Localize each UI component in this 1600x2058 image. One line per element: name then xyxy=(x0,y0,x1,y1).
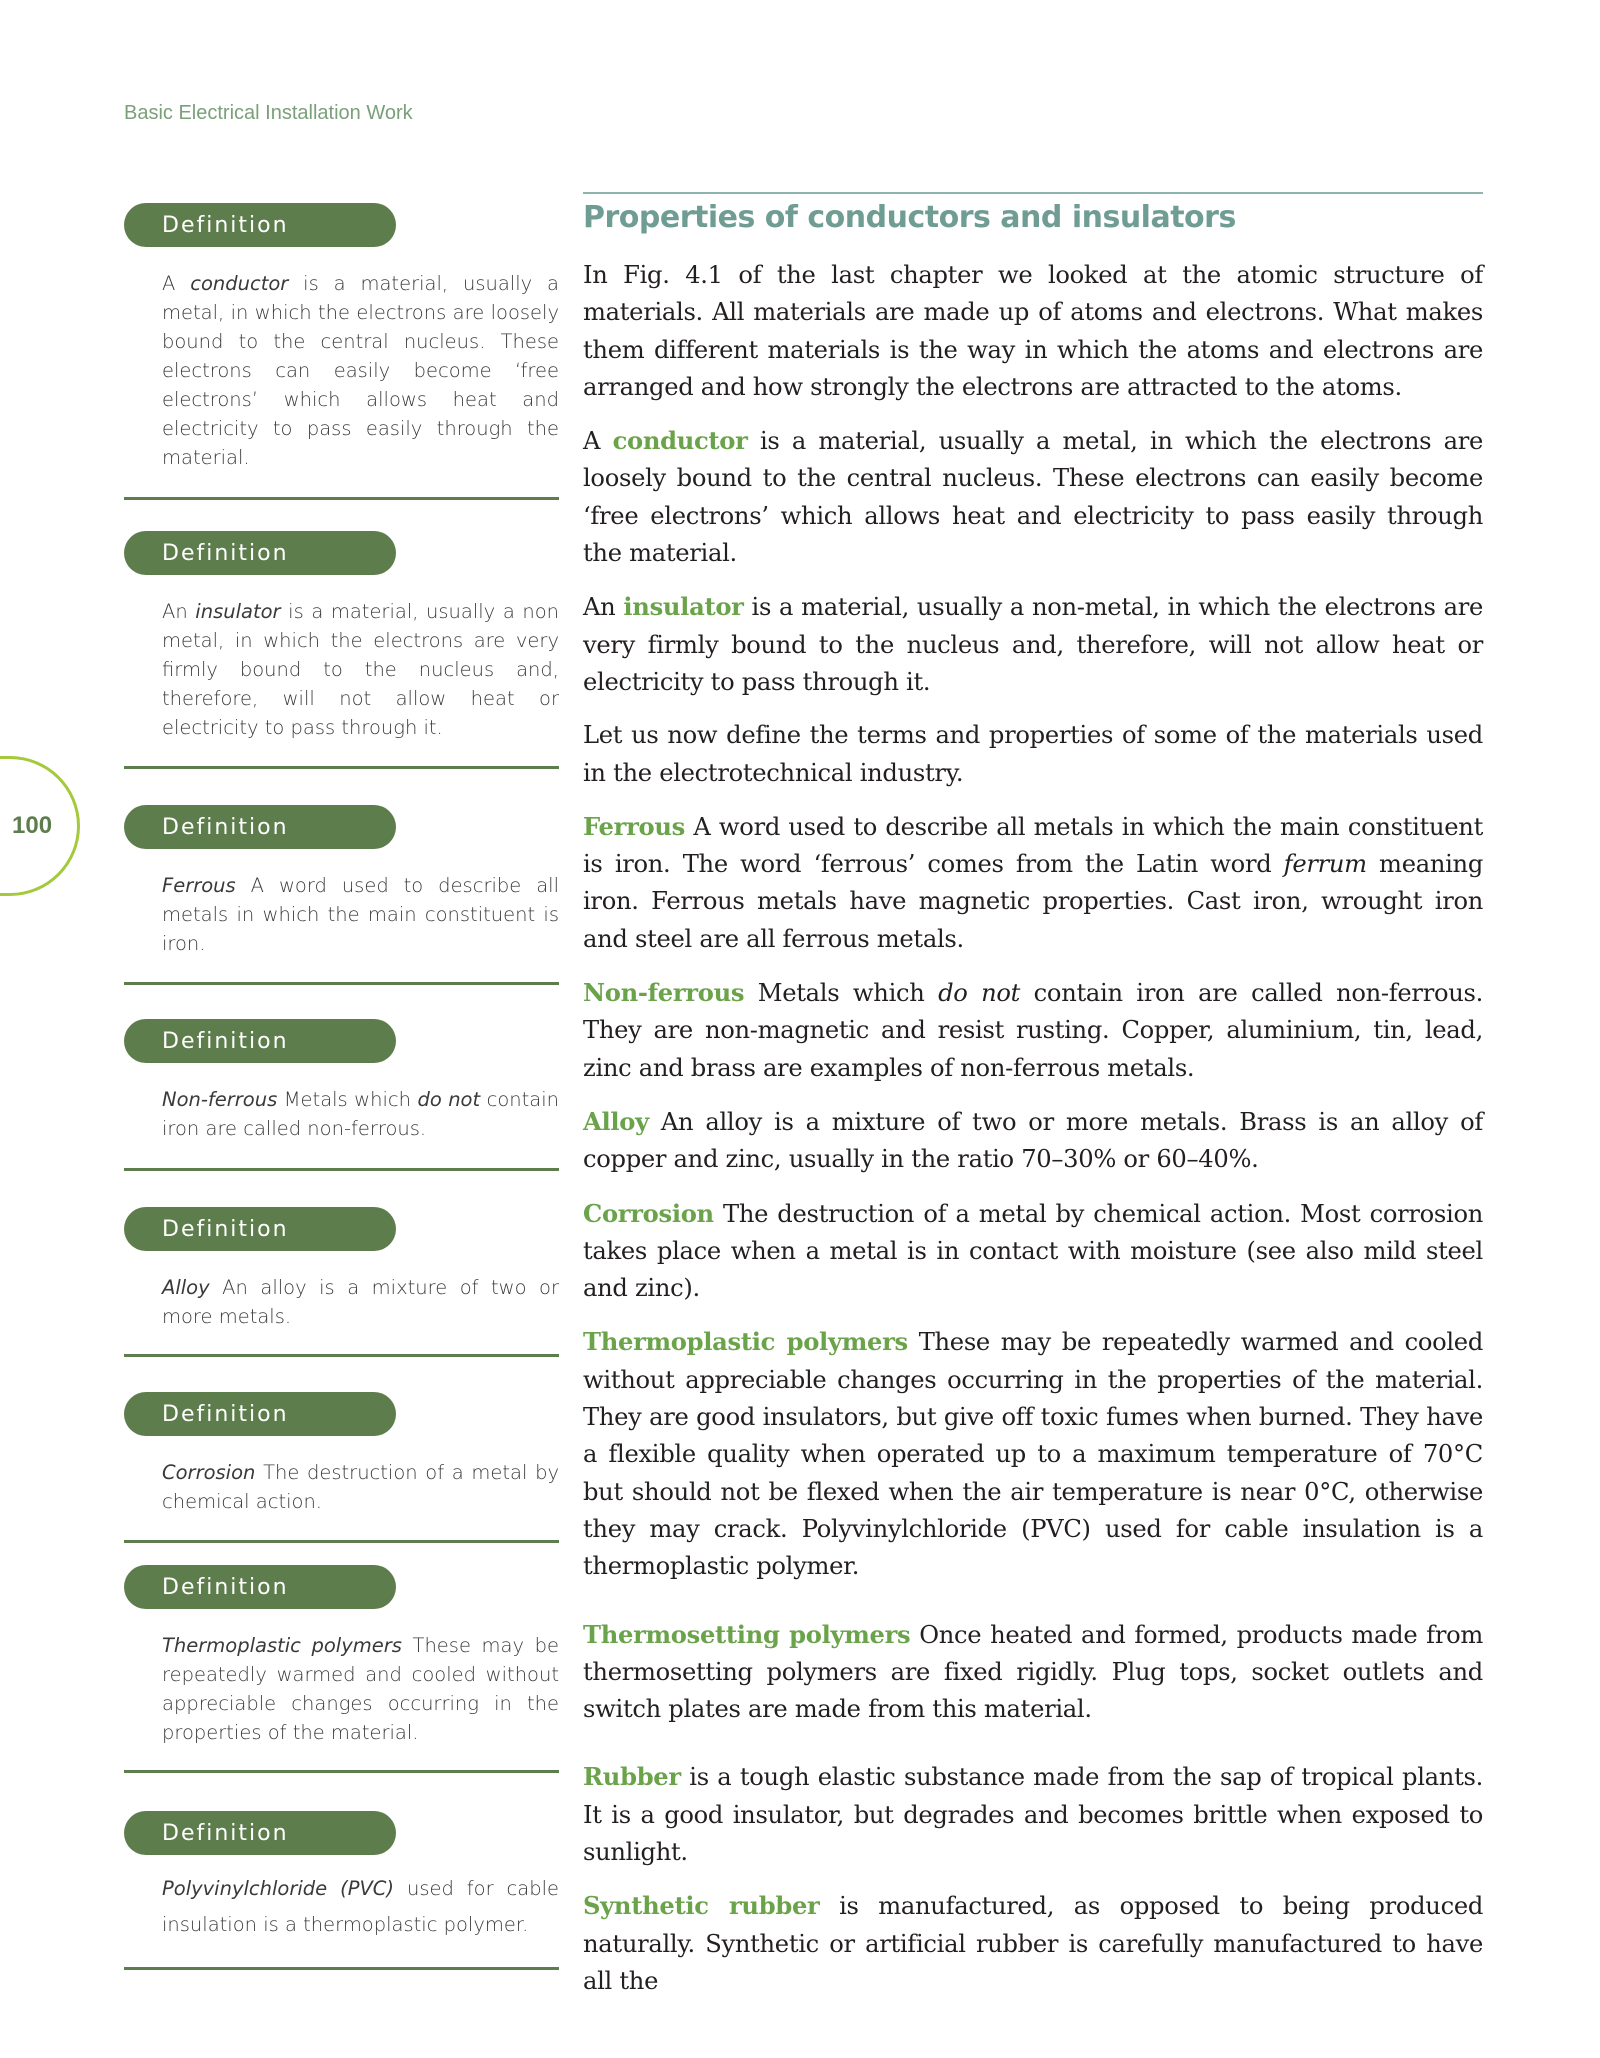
alloy-paragraph: Alloy An alloy is a mixture of two or more metals. Brass is an alloy of copper and zinc, usually in the ratio 70–30% or 60–40%. xyxy=(583,1106,1483,1174)
definition-box-corrosion xyxy=(124,1392,559,1516)
definition-divider xyxy=(124,1540,559,1543)
term-nonferrous: Non-ferrous xyxy=(583,978,745,1008)
main-body xyxy=(583,257,1483,2016)
definition-box-thermoplastic xyxy=(124,1565,559,1747)
term-thermoplastic: Thermoplastic polymers xyxy=(583,1327,908,1357)
definition-term: conductor xyxy=(190,272,289,295)
definition-term: Polyvinylchloride (PVC) xyxy=(162,1877,395,1900)
synthetic-rubber-paragraph: Synthetic rubber is manufactured, as opposed to being produced naturally. Synthetic or artificial rubber is carefully manufactured to have all the xyxy=(583,1891,1484,1995)
term-thermosetting: Thermosetting polymers xyxy=(583,1619,911,1649)
intro-paragraph: In Fig. 4.1 of the last chapter we looked at the atomic structure of materials. All materials are made up of atoms and electrons. What makes them different materials is the way in which the atoms and electrons are arranged and how strongly the electrons are attracted to the atoms. xyxy=(583,261,1483,401)
definition-divider xyxy=(124,1354,559,1357)
definition-term: Non-ferrous xyxy=(162,1088,278,1111)
definition-label: Definition xyxy=(124,203,396,247)
definition-divider xyxy=(124,1168,559,1171)
definition-term: insulator xyxy=(195,600,281,623)
thermosetting-paragraph: Thermosetting polymers Once heated and formed, products made from thermosetting polymers are fixed rigidly. Plug tops, socket outlets and switch plates are made from this material. xyxy=(583,1619,1483,1724)
insulator-paragraph: An insulator is a material, usually a non-metal, in which the electrons are very firmly bound to the nucleus and, therefore, will not allow heat or electricity to pass through it. xyxy=(583,592,1483,696)
definition-term: Alloy xyxy=(162,1276,210,1299)
thermoplastic-paragraph: Thermoplastic polymers These may be repeatedly warmed and cooled without appreciable changes occurring in the properties of the material. They are good insulators, but give off toxic fumes when burned. They have a flexible quality when operated up to a maximum temperature of 70°C but should not be flexed when the air temperature is near 0°C, otherwise they may crack. Polyvinylchloride (PVC) used for cable insulation is a thermoplastic polymer. xyxy=(583,1327,1484,1581)
definition-label: Definition xyxy=(124,805,396,849)
nonferrous-paragraph: Non-ferrous Metals which do not contain iron are called non-ferrous. They are non-magnetic and resist rusting. Copper, aluminium, tin, lead, zinc and brass are examples of non-ferrous metals. xyxy=(583,978,1483,1082)
term-alloy: Alloy xyxy=(583,1106,649,1136)
running-header: Basic Electrical Installation Work xyxy=(124,102,413,124)
term-synthetic-rubber: Synthetic rubber xyxy=(583,1891,820,1921)
definition-text: Non-ferrous Metals which do not contain iron are called non-ferrous. xyxy=(162,1088,559,1140)
corrosion-paragraph: Corrosion The destruction of a metal by chemical action. Most corrosion takes place when a metal is in contact with moisture (see also mild steel and zinc). xyxy=(583,1198,1483,1303)
section-heading: Properties of conductors and insulators xyxy=(583,200,1236,235)
definition-text: A conductor is a material, usually a metal, in which the electrons are loosely bound to the central nucleus. These electrons can easily become ‘free electrons’ which allows heat and electricity to pass easily through the material. xyxy=(162,272,559,469)
definition-text: Thermoplastic polymers These may be repeatedly warmed and cooled without appreciable changes occurring in the properties of the material. xyxy=(162,1634,559,1744)
definition-label: Definition xyxy=(124,1565,396,1609)
definition-box-nonferrous xyxy=(124,1019,559,1143)
definition-box-pvc xyxy=(124,1811,559,1943)
page-number: 100 xyxy=(12,812,53,839)
definition-box-alloy xyxy=(124,1207,559,1331)
definition-divider xyxy=(124,766,559,769)
let-us-paragraph: Let us now define the terms and properties of some of the materials used in the electrotechnical industry. xyxy=(583,721,1483,787)
definition-label: Definition xyxy=(124,1392,396,1436)
definition-label: Definition xyxy=(124,1811,396,1855)
conductor-paragraph: A conductor is a material, usually a metal, in which the electrons are loosely bound to the central nucleus. These electrons can easily become ‘free electrons’ which allows heat and electricity to pass easily through the material. xyxy=(583,426,1483,568)
definition-divider xyxy=(124,982,559,985)
definition-label: Definition xyxy=(124,1019,396,1063)
section-rule xyxy=(583,192,1483,194)
definition-box-ferrous xyxy=(124,805,559,958)
term-insulator: insulator xyxy=(623,592,744,622)
definition-text: Corrosion The destruction of a metal by chemical action. xyxy=(162,1461,559,1513)
term-corrosion: Corrosion xyxy=(583,1198,714,1228)
definition-term: Thermoplastic polymers xyxy=(162,1634,402,1657)
definition-text: Polyvinylchloride (PVC) used for cable insulation is a thermoplastic polymer. xyxy=(162,1877,559,1936)
term-rubber: Rubber xyxy=(583,1762,681,1792)
definition-text: Ferrous A word used to describe all metals in which the main constituent is iron. xyxy=(162,874,559,955)
definition-divider xyxy=(124,1967,559,1970)
definition-divider xyxy=(124,497,559,500)
definition-term: Ferrous xyxy=(162,874,236,897)
definition-label: Definition xyxy=(124,1207,396,1251)
definition-text: Alloy An alloy is a mixture of two or more metals. xyxy=(162,1276,559,1328)
ferrous-paragraph: Ferrous A word used to describe all metals in which the main constituent is iron. The word ‘ferrous’ comes from the Latin word ferrum meaning iron. Ferrous metals have magnetic properties. Cast iron, wrought iron and steel are all ferrous metals. xyxy=(583,811,1483,953)
rubber-paragraph: Rubber is a tough elastic substance made from the sap of tropical plants. It is a good insulator, but degrades and becomes brittle when exposed to sunlight. xyxy=(583,1762,1483,1866)
term-ferrous: Ferrous xyxy=(583,811,685,841)
definition-text: An insulator is a material, usually a non metal, in which the electrons are very firmly bound to the nucleus and, therefore, will not allow heat or electricity to pass through it. xyxy=(162,600,559,739)
definition-label: Definition xyxy=(124,531,396,575)
definition-box-insulator xyxy=(124,531,559,742)
definition-divider xyxy=(124,1770,559,1773)
definition-term: Corrosion xyxy=(162,1461,256,1484)
term-conductor: conductor xyxy=(612,426,748,456)
definition-box-conductor xyxy=(124,203,559,472)
